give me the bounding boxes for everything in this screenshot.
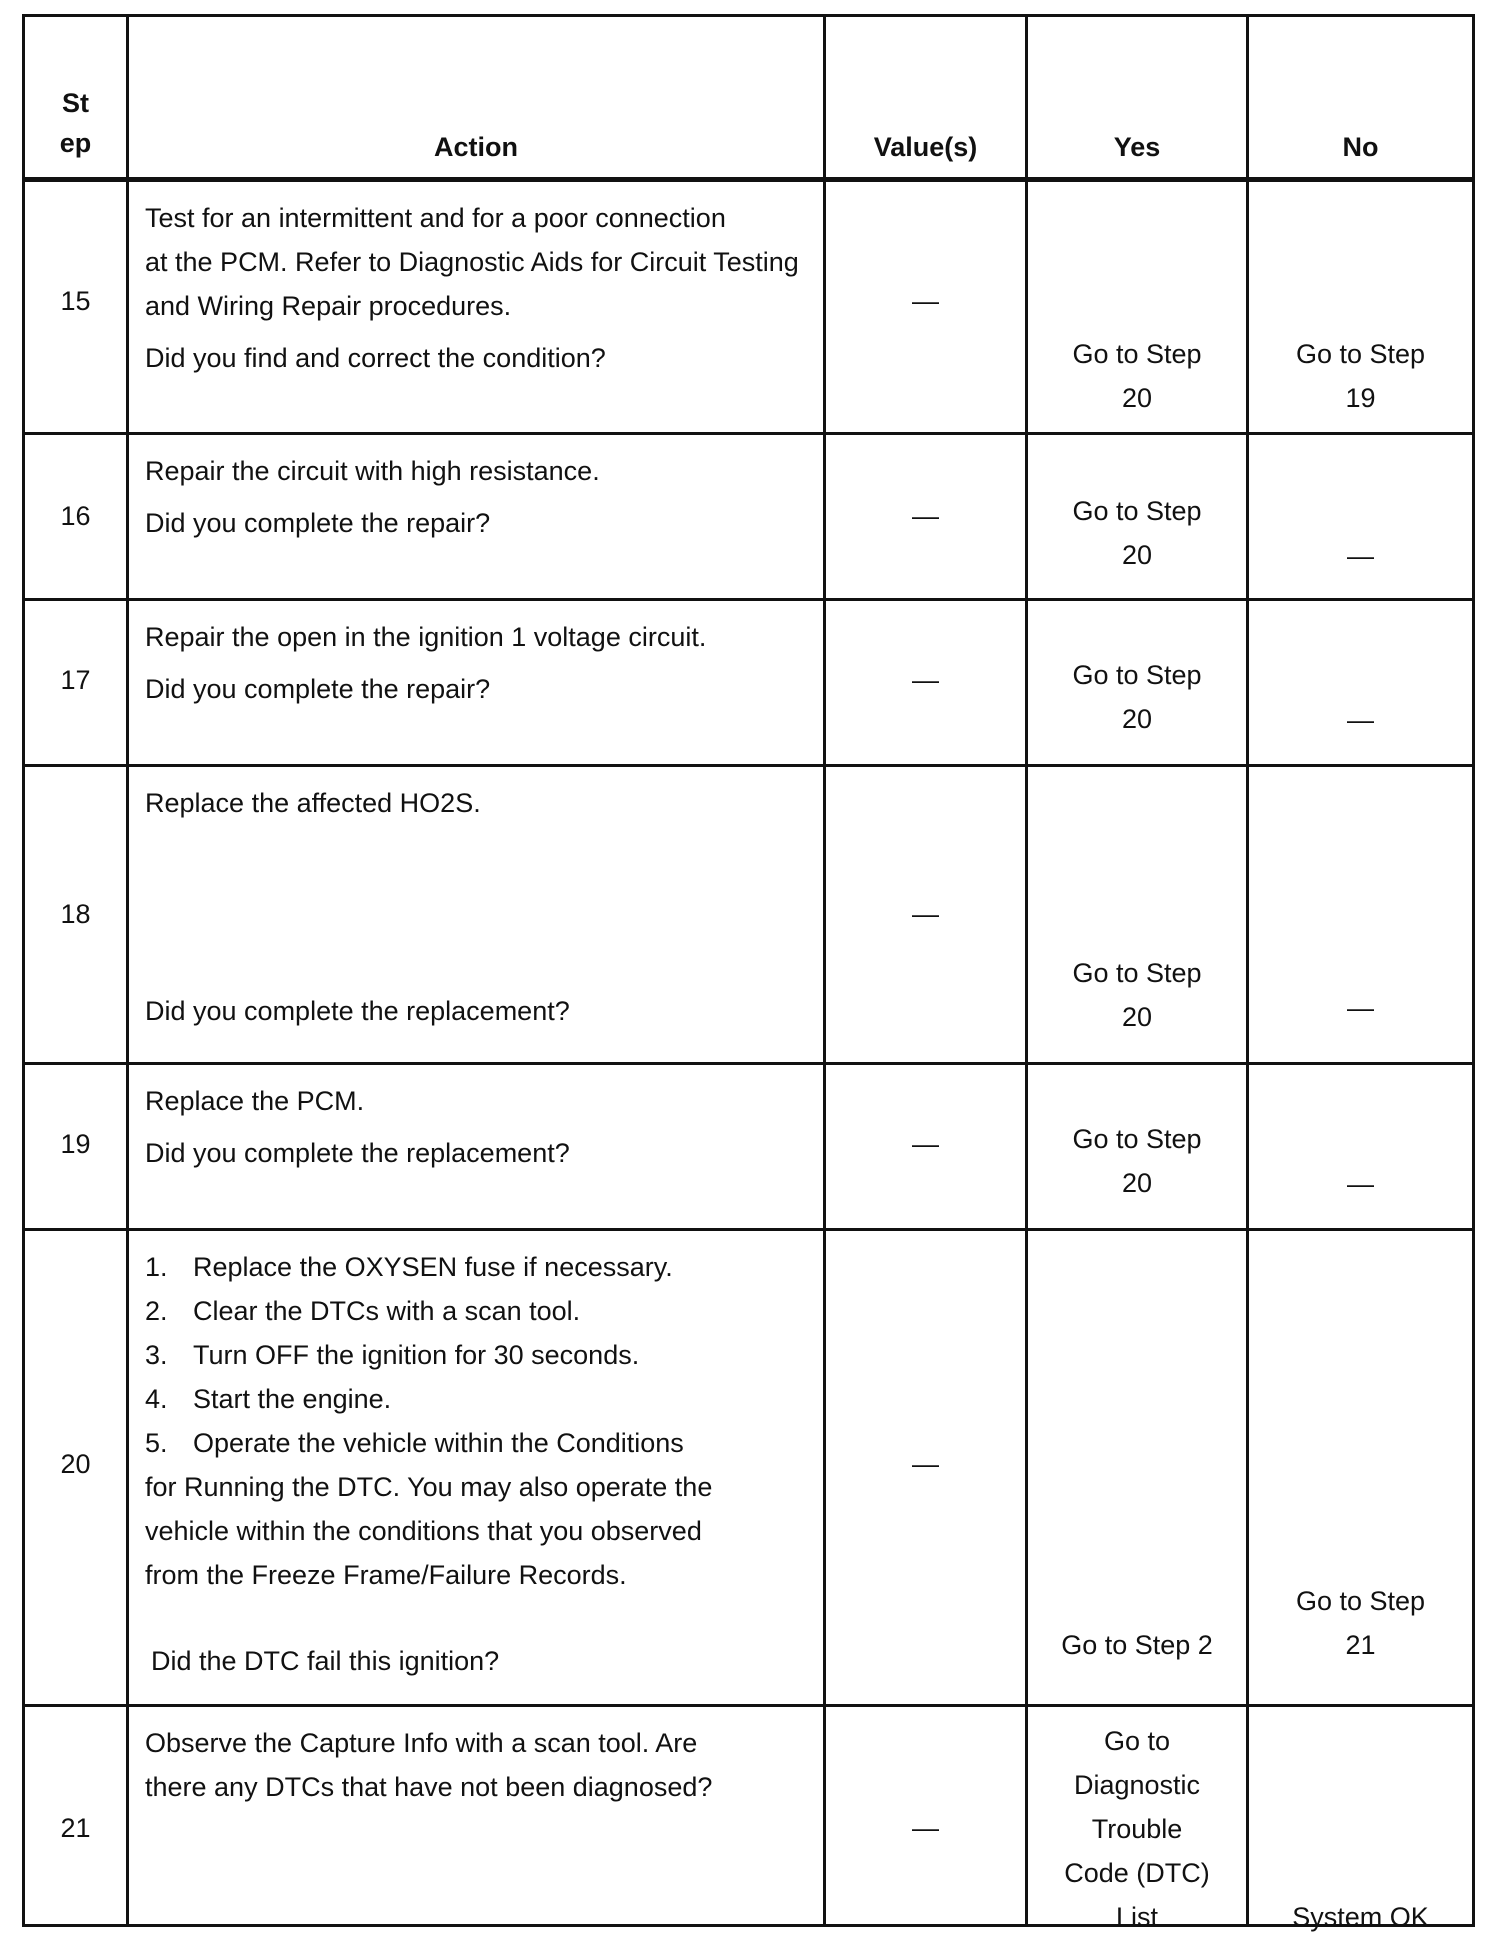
list-item: 1. Replace the OXYSEN fuse if necessary.: [145, 1252, 673, 1282]
no-cell: Go to Step 21: [1248, 1230, 1474, 1706]
list-item: 2. Clear the DTCs with a scan tool.: [145, 1296, 581, 1326]
diagnostic-table: [22, 14, 1475, 1932]
yes-cell: Go to Step 20: [1027, 180, 1248, 434]
step-cell: 17: [24, 600, 128, 766]
procedure-list: [145, 1245, 811, 1465]
header-yes: Yes: [1027, 16, 1248, 180]
value-cell: —: [825, 1064, 1027, 1230]
no-cell: System OK: [1248, 1706, 1474, 1926]
step-cell: 15: [24, 180, 128, 434]
action-cell: Repair the open in the ignition 1 voltage circuit. Did you complete the repair?: [128, 600, 825, 766]
step-cell: 16: [24, 434, 128, 600]
table-row: [24, 1230, 1474, 1706]
yes-cell: Go to Step 20: [1027, 1064, 1248, 1230]
no-cell: Go to Step 19: [1248, 180, 1474, 434]
value-cell: —: [825, 600, 1027, 766]
value-cell: —: [825, 1706, 1027, 1926]
yes-cell: Go to Step 20: [1027, 766, 1248, 1064]
no-cell: —: [1248, 600, 1474, 766]
table-row: [24, 600, 1474, 766]
list-item: 3. Turn OFF the ignition for 30 seconds.: [145, 1340, 640, 1370]
yes-cell: Go to Step 20: [1027, 600, 1248, 766]
value-cell: —: [825, 180, 1027, 434]
value-cell: —: [825, 766, 1027, 1064]
action-cell: Replace the PCM. Did you complete the replacement?: [128, 1064, 825, 1230]
step-cell: 20: [24, 1230, 128, 1706]
no-cell: —: [1248, 434, 1474, 600]
action-cell: Observe the Capture Info with a scan tool. Are there any DTCs that have not been diagnosed?: [128, 1706, 825, 1926]
list-item: 5. Operate the vehicle within the Conditions: [145, 1428, 684, 1458]
list-item: 4. Start the engine.: [145, 1384, 392, 1414]
action-cell: 1. Replace the OXYSEN fuse if necessary. 2. Clear the DTCs with a scan tool. 3. Turn OFF the ignition for 30 seconds. 4. Start the engine. 5. Operate the vehicle within the Conditions for Running the DTC. You may also operate the vehicle within the conditions that you observed from the Freeze Frame/Failure Records. Did the DTC fail this ignition?: [128, 1230, 825, 1706]
no-cell: —: [1248, 766, 1474, 1064]
table-row: [24, 1064, 1474, 1230]
table-row: [24, 180, 1474, 434]
value-cell: —: [825, 434, 1027, 600]
no-cell: —: [1248, 1064, 1474, 1230]
header-values: Value(s): [825, 16, 1027, 180]
step-cell: 18: [24, 766, 128, 1064]
table-row: [24, 434, 1474, 600]
yes-cell: Go to Step 20: [1027, 434, 1248, 600]
action-cell: Test for an intermittent and for a poor connection at the PCM. Refer to Diagnostic Aids for Circuit Testing and Wiring Repair procedures. Did you find and correct the condition?: [128, 180, 825, 434]
header-action: Action: [128, 16, 825, 180]
header-no: No: [1248, 16, 1474, 180]
step-cell: 21: [24, 1706, 128, 1926]
yes-cell: Go to Step 2: [1027, 1230, 1248, 1706]
yes-cell: Go to Diagnostic Trouble Code (DTC) List: [1027, 1706, 1248, 1926]
header-row: [24, 16, 1474, 180]
value-cell: —: [825, 1230, 1027, 1706]
table-row: [24, 766, 1474, 1064]
step-cell: 19: [24, 1064, 128, 1230]
action-cell: Repair the circuit with high resistance. Did you complete the repair?: [128, 434, 825, 600]
header-step: St ep: [24, 16, 128, 180]
action-cell: Replace the affected HO2S. Did you complete the replacement?: [128, 766, 825, 1064]
table-row: [24, 1706, 1474, 1926]
